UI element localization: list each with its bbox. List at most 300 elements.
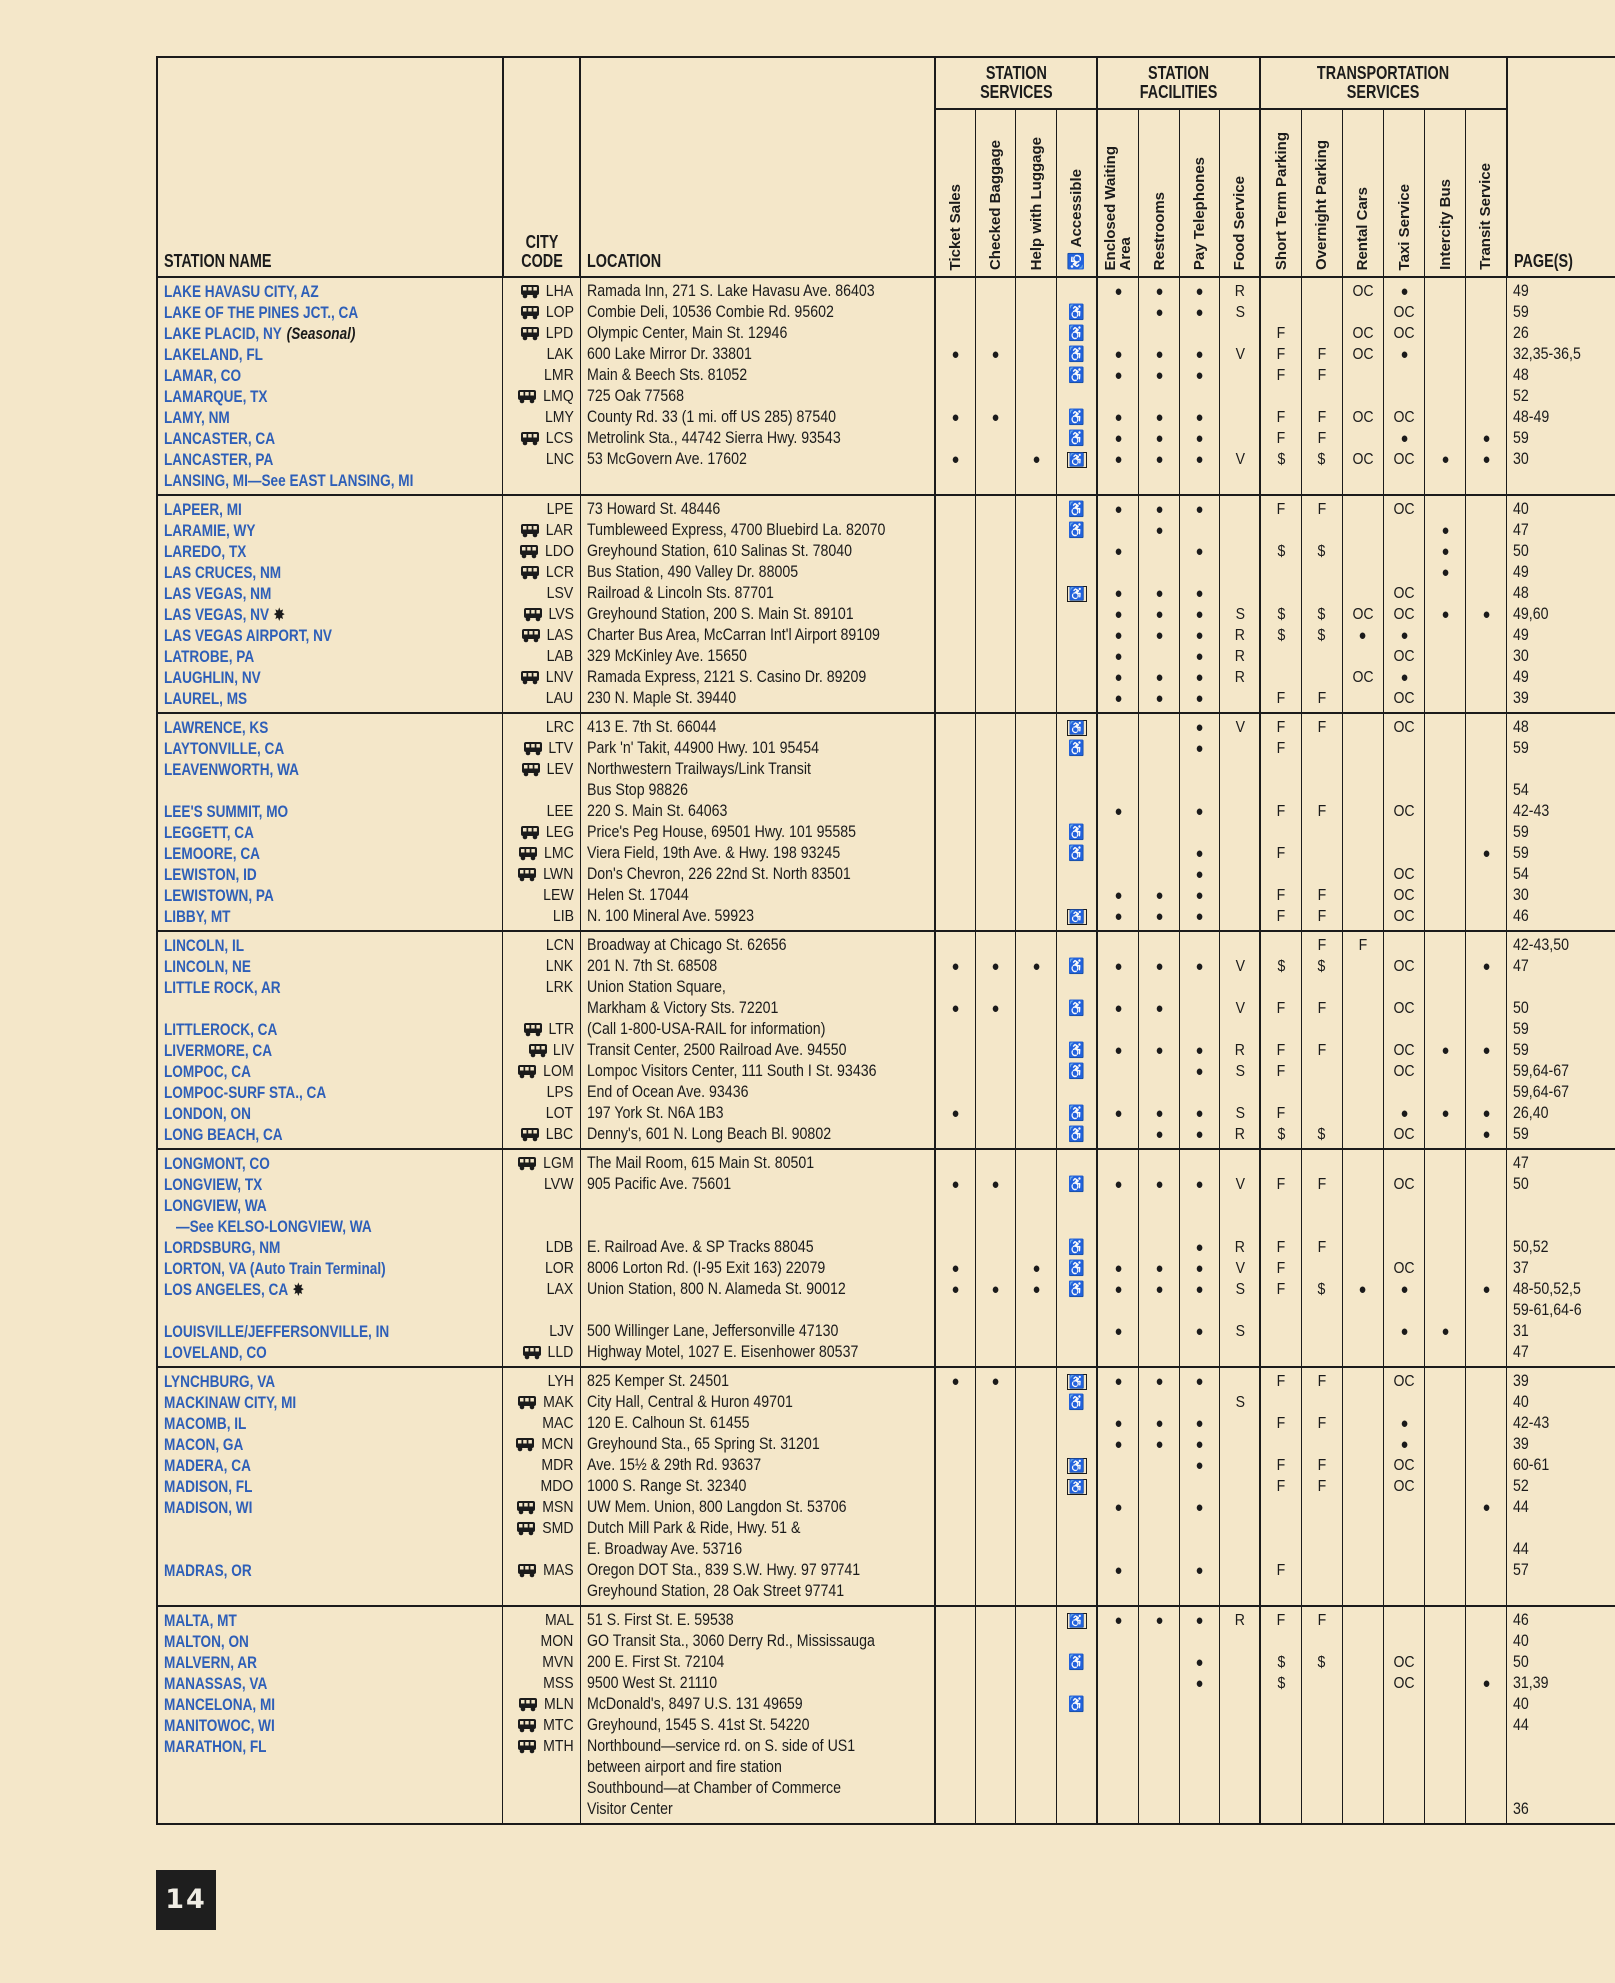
service-cell — [935, 323, 976, 344]
station-name-cell — [157, 1778, 503, 1799]
service-cell — [1056, 1392, 1097, 1413]
service-cell — [1220, 1082, 1261, 1103]
service-cell — [1384, 1757, 1425, 1778]
bus-icon — [520, 305, 540, 320]
city-code: LIB — [552, 908, 574, 926]
service-cell — [1016, 449, 1057, 470]
service-cell — [975, 449, 1016, 470]
location-cell — [580, 738, 935, 759]
service-cell — [1384, 625, 1425, 646]
service-cell — [1425, 1216, 1466, 1237]
location-text: 329 McKinley Ave. 15650 — [586, 647, 747, 666]
column-header-accessible — [1056, 109, 1097, 277]
bus-icon — [517, 1563, 537, 1578]
service-cell — [1179, 344, 1220, 365]
station-name — [164, 1126, 283, 1143]
pages-cell — [1507, 302, 1615, 323]
service-cell — [1466, 1455, 1507, 1476]
service-cell — [1097, 1715, 1138, 1736]
service-cell — [1342, 428, 1383, 449]
service-cell — [975, 1631, 1016, 1652]
service-cell — [1425, 1631, 1466, 1652]
service-cell — [1466, 843, 1507, 864]
location-cell — [580, 1321, 935, 1342]
service-cell — [1425, 1778, 1466, 1799]
service-code: OC — [1393, 451, 1415, 469]
service-cell — [1425, 302, 1466, 323]
service-code: $ — [1277, 543, 1286, 561]
service-cell — [1260, 625, 1301, 646]
table-row — [157, 604, 1615, 625]
station-name-cell — [157, 780, 503, 801]
service-cell — [1384, 407, 1425, 428]
station-name-text: MALTA, MT — [164, 1611, 237, 1631]
service-cell — [1466, 1124, 1507, 1149]
service-cell — [1016, 1518, 1057, 1539]
service-cell — [1425, 956, 1466, 977]
service-cell — [975, 1392, 1016, 1413]
service-cell — [1139, 1367, 1180, 1392]
table-row — [157, 1321, 1615, 1342]
city-code-cell — [503, 583, 580, 604]
page-numbers: 26,40 — [1513, 1104, 1549, 1123]
location-text: E. Railroad Ave. & SP Tracks 88045 — [586, 1238, 814, 1257]
service-cell — [1466, 801, 1507, 822]
page-numbers: 59 — [1513, 1020, 1529, 1039]
station-name — [164, 1562, 252, 1579]
city-code: MSS — [543, 1675, 574, 1693]
service-cell — [1384, 1518, 1425, 1539]
bullet-dot-icon: ● — [1032, 451, 1041, 469]
location-cell — [580, 906, 935, 931]
city-code: MAC — [542, 1415, 574, 1433]
service-cell — [935, 1606, 976, 1631]
service-cell — [1179, 864, 1220, 885]
page-numbers: 44 — [1513, 1498, 1529, 1517]
service-cell — [1056, 1342, 1097, 1367]
service-cell — [935, 1040, 976, 1061]
station-name-cell — [157, 365, 503, 386]
service-cell — [1384, 1149, 1425, 1174]
service-cell — [1384, 520, 1425, 541]
service-cell — [1016, 1300, 1057, 1321]
location-cell — [580, 977, 935, 998]
city-code: LOT — [546, 1105, 574, 1123]
table-row — [157, 1715, 1615, 1736]
service-cell — [1425, 386, 1466, 407]
station-name-cell — [157, 759, 503, 780]
service-cell — [1425, 1606, 1466, 1631]
column-header-text — [1152, 192, 1167, 270]
service-cell — [1016, 407, 1057, 428]
pages-cell — [1507, 931, 1615, 956]
location-cell — [580, 1103, 935, 1124]
table-row — [157, 1367, 1615, 1392]
table-row — [157, 1195, 1615, 1216]
service-cell — [1179, 1715, 1220, 1736]
service-cell — [935, 449, 976, 470]
page-numbers: 59 — [1513, 823, 1529, 842]
service-cell — [1220, 1497, 1261, 1518]
page-numbers: 30 — [1513, 886, 1529, 905]
station-name — [164, 1436, 243, 1453]
bullet-dot-icon: ● — [1155, 1176, 1164, 1194]
service-cell — [1220, 1300, 1261, 1321]
service-cell — [935, 780, 976, 801]
bus-icon — [520, 670, 540, 685]
service-cell — [1301, 1476, 1342, 1497]
service-cell — [1260, 1258, 1301, 1279]
location-text: Combie Deli, 10536 Combie Rd. 95602 — [586, 303, 834, 322]
location-text: Markham & Victory Sts. 72201 — [586, 999, 778, 1018]
city-code-header — [503, 57, 580, 277]
station-name-text: LONG BEACH, CA — [164, 1125, 283, 1145]
service-cell — [1097, 864, 1138, 885]
bullet-dot-icon: ● — [1400, 1323, 1409, 1341]
service-cell — [1425, 977, 1466, 998]
service-cell — [1179, 1061, 1220, 1082]
service-cell — [935, 1216, 976, 1237]
station-name-cell — [157, 407, 503, 428]
service-cell — [1466, 688, 1507, 713]
station-name — [164, 803, 288, 820]
service-code: F — [1317, 1176, 1327, 1194]
service-code: OC — [1352, 409, 1374, 427]
service-cell — [1425, 906, 1466, 931]
service-cell — [1260, 386, 1301, 407]
service-cell — [1179, 1736, 1220, 1757]
city-code: LGM — [543, 1155, 574, 1173]
service-cell — [1220, 1195, 1261, 1216]
location-text: Viera Field, 19th Ave. & Hwy. 198 93245 — [586, 844, 840, 863]
city-code-cell — [503, 1258, 580, 1279]
column-header-text — [1103, 146, 1133, 270]
service-cell — [1097, 1367, 1138, 1392]
service-cell — [1097, 1757, 1138, 1778]
service-cell — [1056, 738, 1097, 759]
service-cell — [1260, 667, 1301, 688]
pages-cell — [1507, 625, 1615, 646]
service-cell — [1384, 780, 1425, 801]
service-cell — [1056, 667, 1097, 688]
bullet-dot-icon: ● — [1482, 1675, 1491, 1693]
service-cell — [1220, 1694, 1261, 1715]
service-cell — [1384, 1216, 1425, 1237]
service-cell — [1301, 604, 1342, 625]
station-name-text: LEMOORE, CA — [164, 844, 260, 864]
service-cell — [1425, 428, 1466, 449]
bullet-dot-icon: ● — [991, 1176, 1000, 1194]
service-cell — [1466, 449, 1507, 470]
station-name-text: —See KELSO-LONGVIEW, WA — [176, 1217, 372, 1237]
page-numbers: 50,52 — [1513, 1238, 1549, 1257]
bullet-dot-icon: ● — [1155, 1281, 1164, 1299]
service-cell — [1220, 667, 1261, 688]
column-header-text — [1478, 163, 1493, 270]
service-cell — [1425, 365, 1466, 386]
service-cell — [1260, 449, 1301, 470]
service-code: OC — [1352, 606, 1374, 624]
station-name — [164, 1457, 251, 1474]
service-cell — [935, 302, 976, 323]
service-cell — [1139, 977, 1180, 998]
service-cell — [975, 1518, 1016, 1539]
bullet-dot-icon: ● — [1155, 669, 1164, 687]
pages-header-label: PAGE(S) — [1513, 251, 1573, 271]
city-code-cell — [503, 1715, 580, 1736]
station-name-text: MALTON, ON — [164, 1632, 249, 1652]
service-cell — [1097, 759, 1138, 780]
bus-icon — [517, 1718, 537, 1733]
pages-cell — [1507, 1778, 1615, 1799]
service-cell — [1220, 1631, 1261, 1652]
service-cell — [1097, 1476, 1138, 1497]
service-cell — [1220, 470, 1261, 495]
bullet-dot-icon: ● — [1195, 1457, 1204, 1475]
bullet-dot-icon: ● — [991, 1000, 1000, 1018]
station-name-cell — [157, 323, 503, 344]
service-cell — [1056, 1799, 1097, 1824]
service-cell — [1179, 365, 1220, 386]
bullet-dot-icon: ● — [1114, 1323, 1123, 1341]
service-cell — [1056, 583, 1097, 604]
service-cell — [1260, 1061, 1301, 1082]
service-cell — [975, 583, 1016, 604]
service-cell — [1056, 1606, 1097, 1631]
bullet-dot-icon: ● — [1400, 430, 1409, 448]
column-header-restrooms — [1139, 109, 1180, 277]
service-cell — [1139, 1279, 1180, 1300]
bus-icon — [518, 1697, 538, 1712]
station-name-cell — [157, 1757, 503, 1778]
service-cell — [1384, 906, 1425, 931]
service-cell — [1342, 1174, 1383, 1195]
city-code: LPE — [546, 501, 574, 519]
service-cell — [1016, 1455, 1057, 1476]
service-cell — [1220, 1367, 1261, 1392]
service-cell — [1179, 759, 1220, 780]
service-cell — [1056, 906, 1097, 931]
service-cell — [1139, 1082, 1180, 1103]
service-cell — [1179, 713, 1220, 738]
service-cell — [1097, 583, 1138, 604]
station-name-cell — [157, 667, 503, 688]
location-text: Greyhound Sta., 65 Spring St. 31201 — [586, 1435, 820, 1454]
column-header-help-with-luggage — [1016, 109, 1057, 277]
wheelchair-icon: ♿ — [1068, 430, 1085, 448]
service-cell — [1342, 1736, 1383, 1757]
bullet-dot-icon: ● — [1195, 543, 1204, 561]
wheelchair-icon: ♿ — [1068, 824, 1085, 842]
service-cell — [1097, 931, 1138, 956]
service-cell — [1179, 1757, 1220, 1778]
wheelchair-icon: ♿ — [1068, 740, 1085, 758]
service-cell — [1342, 495, 1383, 520]
station-name — [164, 887, 274, 904]
service-cell — [1260, 323, 1301, 344]
service-cell — [1384, 1799, 1425, 1824]
service-cell — [1220, 1476, 1261, 1497]
service-cell — [1342, 667, 1383, 688]
table-row — [157, 1778, 1615, 1799]
accessible-boxed-icon: ♿ — [1068, 908, 1085, 924]
service-cell — [1425, 822, 1466, 843]
station-name — [164, 606, 285, 624]
service-cell — [975, 931, 1016, 956]
service-cell — [1342, 931, 1383, 956]
service-cell — [1139, 885, 1180, 906]
service-cell — [1425, 1174, 1466, 1195]
service-code: OC — [1393, 1063, 1415, 1081]
service-cell — [1260, 428, 1301, 449]
station-name-cell — [157, 864, 503, 885]
service-cell — [1179, 1497, 1220, 1518]
service-cell — [1466, 1367, 1507, 1392]
service-cell — [1139, 449, 1180, 470]
service-cell — [1342, 1321, 1383, 1342]
bullet-dot-icon: ● — [951, 1176, 960, 1194]
city-code: LWN — [543, 866, 574, 884]
service-cell — [935, 1103, 976, 1124]
service-cell — [1097, 1040, 1138, 1061]
service-code: S — [1235, 304, 1245, 322]
bullet-dot-icon: ● — [1114, 451, 1123, 469]
service-cell — [1260, 1518, 1301, 1539]
location-cell — [580, 713, 935, 738]
station-name-cell — [157, 1019, 503, 1040]
service-cell — [1179, 562, 1220, 583]
page-numbers: 59 — [1513, 1041, 1529, 1060]
table-row — [157, 1216, 1615, 1237]
service-cell — [1220, 1040, 1261, 1061]
service-cell — [1425, 1082, 1466, 1103]
location-cell — [580, 365, 935, 386]
accessible-boxed-icon: ♿ — [1068, 1373, 1085, 1389]
service-cell — [1220, 1518, 1261, 1539]
service-code: F — [1317, 937, 1327, 955]
service-cell — [1097, 495, 1138, 520]
city-code-cell — [503, 1061, 580, 1082]
location-text: Price's Peg House, 69501 Hwy. 101 95585 — [586, 823, 856, 842]
service-cell — [1179, 1799, 1220, 1824]
service-cell — [935, 1434, 976, 1455]
bullet-dot-icon: ● — [1441, 522, 1450, 540]
location-text: 120 E. Calhoun St. 61455 — [586, 1414, 750, 1433]
service-cell — [1260, 1673, 1301, 1694]
table-row — [157, 323, 1615, 344]
column-header-label: Intercity Bus — [1436, 179, 1454, 270]
bullet-dot-icon: ● — [1114, 346, 1123, 364]
service-cell — [1056, 646, 1097, 667]
service-cell — [1301, 1455, 1342, 1476]
station-name — [164, 1084, 326, 1101]
bullet-dot-icon: ● — [1114, 908, 1123, 926]
service-cell — [1220, 1258, 1261, 1279]
city-code-cell — [503, 277, 580, 302]
pages-cell — [1507, 1652, 1615, 1673]
station-name-text: LAUREL, MS — [164, 689, 248, 709]
service-cell — [1056, 1061, 1097, 1082]
service-cell — [1056, 1631, 1097, 1652]
pages-cell — [1507, 885, 1615, 906]
location-text: 1000 S. Range St. 32340 — [586, 1477, 746, 1496]
service-cell — [975, 780, 1016, 801]
service-cell — [935, 1149, 976, 1174]
service-cell — [1384, 1455, 1425, 1476]
service-cell — [1384, 956, 1425, 977]
pages-cell — [1507, 1518, 1615, 1539]
service-cell — [1260, 604, 1301, 625]
station-name-cell — [157, 470, 503, 495]
service-cell — [1425, 885, 1466, 906]
service-cell — [1139, 1581, 1180, 1606]
station-group — [157, 1149, 1615, 1367]
service-cell — [975, 1174, 1016, 1195]
page-numbers: 39 — [1513, 689, 1529, 708]
service-cell — [1097, 688, 1138, 713]
service-cell — [1425, 541, 1466, 562]
station-name-cell — [157, 1149, 503, 1174]
bullet-dot-icon: ● — [1114, 803, 1123, 821]
service-cell — [1425, 1497, 1466, 1518]
city-code-cell — [503, 1652, 580, 1673]
column-header-text — [948, 184, 963, 270]
service-cell — [1097, 1694, 1138, 1715]
pages-cell — [1507, 1040, 1615, 1061]
service-cell — [1301, 562, 1342, 583]
service-cell — [1301, 1300, 1342, 1321]
table-row — [157, 1174, 1615, 1195]
service-code: F — [1276, 1176, 1286, 1194]
location-cell — [580, 1392, 935, 1413]
service-cell — [1425, 864, 1466, 885]
service-cell — [1260, 780, 1301, 801]
service-cell — [1139, 843, 1180, 864]
service-cell — [1016, 1124, 1057, 1149]
station-name-text: LINCOLN, NE — [164, 957, 251, 977]
page-numbers: 60-61 — [1513, 1456, 1550, 1475]
city-code-cell — [503, 562, 580, 583]
station-name — [164, 1612, 237, 1629]
service-cell — [1016, 1476, 1057, 1497]
service-cell — [1016, 885, 1057, 906]
group-label: STATION SERVICES — [979, 62, 1053, 102]
service-cell — [1220, 1124, 1261, 1149]
bus-icon — [517, 1064, 537, 1079]
service-cell — [1097, 562, 1138, 583]
location-cell — [580, 449, 935, 470]
bus-icon — [517, 389, 537, 404]
service-cell — [1056, 1757, 1097, 1778]
service-cell — [1342, 604, 1383, 625]
service-cell — [1179, 449, 1220, 470]
service-cell — [1220, 1757, 1261, 1778]
service-cell — [1139, 562, 1180, 583]
location-cell — [580, 277, 935, 302]
service-cell — [1179, 1174, 1220, 1195]
service-cell — [1139, 780, 1180, 801]
service-cell — [1016, 738, 1057, 759]
service-cell — [1016, 1195, 1057, 1216]
service-cell — [1342, 1237, 1383, 1258]
service-cell — [935, 520, 976, 541]
wheelchair-icon: ♿ — [1068, 1394, 1085, 1412]
table-row — [157, 864, 1615, 885]
bullet-dot-icon: ● — [1114, 1260, 1123, 1278]
city-code: LNV — [546, 669, 574, 687]
page-numbers: 59 — [1513, 429, 1529, 448]
station-name-cell — [157, 1497, 503, 1518]
